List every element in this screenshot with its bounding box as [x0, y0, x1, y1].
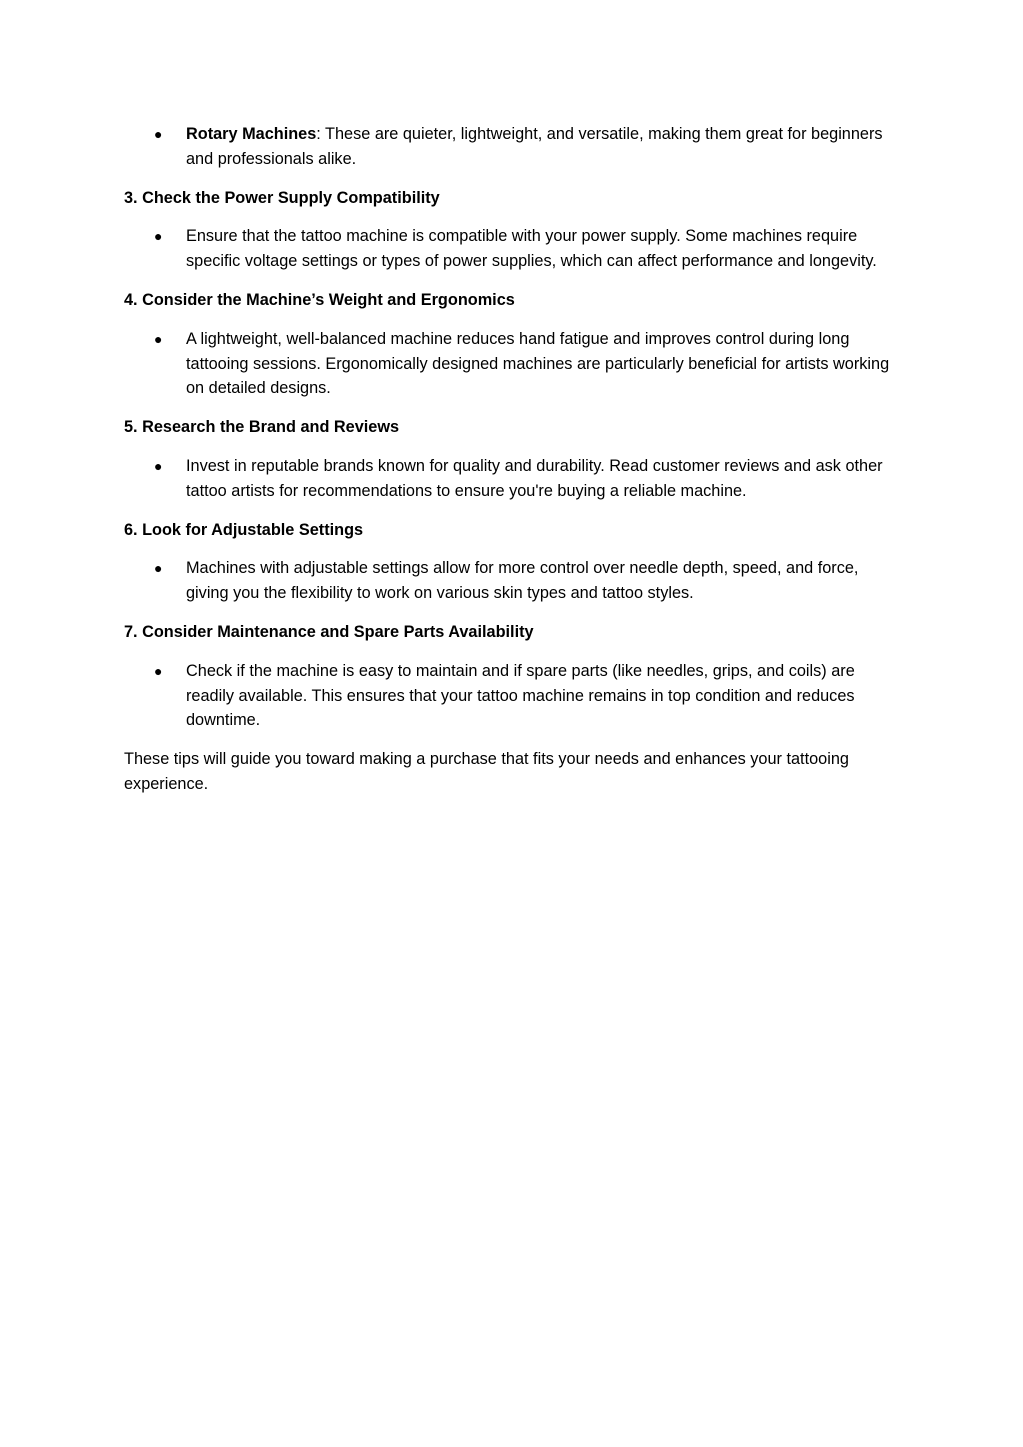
bullet-text: A lightweight, well-balanced machine reduces hand fatigue and improves control during long tattooing sessions. Ergonomically designed machines are particularly beneficial for artists working on detailed designs.: [186, 329, 890, 398]
bullet-text: : These are quieter, lightweight, and versatile, making them great for beginners and professionals alike.: [186, 125, 883, 168]
document-body: [124, 122, 904, 797]
section-heading: 3. Check the Power Supply Compatibility: [124, 188, 440, 207]
list-item: [124, 224, 904, 274]
closing-paragraph: These tips will guide you toward making a purchase that fits your needs and enhances your tattooing experience.: [124, 750, 849, 793]
list-item: [124, 454, 904, 504]
bullet-icon: ●: [154, 457, 163, 474]
section-heading: 7. Consider Maintenance and Spare Parts Availability: [124, 622, 534, 641]
section-heading: 5. Research the Brand and Reviews: [124, 418, 400, 437]
bullet-text: Machines with adjustable settings allow for more control over needle depth, speed, and force, giving you the flexibility to work on various skin types and tattoo styles.: [186, 559, 859, 603]
bullet-text: Check if the machine is easy to maintain and if spare parts (like needles, grips, and coils) are readily available. This ensures that your tattoo machine remains in top condition and reduces downtime.: [186, 661, 855, 730]
list-item: [124, 556, 904, 606]
section-heading: 6. Look for Adjustable Settings: [124, 520, 364, 539]
bullet-text: Invest in reputable brands known for quality and durability. Read customer reviews and ask other tattoo artists for recommendations to ensure you're buying a reliable machine.: [186, 456, 883, 500]
bullet-icon: ●: [154, 330, 163, 347]
list-item: [124, 327, 904, 401]
list-item: [124, 122, 904, 172]
bullet-icon: ●: [154, 126, 163, 142]
bullet-icon: ●: [154, 228, 163, 245]
bullet-icon: ●: [154, 560, 163, 577]
list-item: [124, 659, 904, 733]
section-heading: 4. Consider the Machine’s Weight and Ergonomics: [124, 290, 515, 309]
bullet-text: Ensure that the tattoo machine is compatible with your power supply. Some machines require specific voltage settings or types of power supplies, which can affect performance and longevity.: [186, 227, 877, 271]
bullet-icon: ●: [154, 662, 163, 679]
bullet-bold-label: Rotary Machines: [186, 125, 317, 143]
